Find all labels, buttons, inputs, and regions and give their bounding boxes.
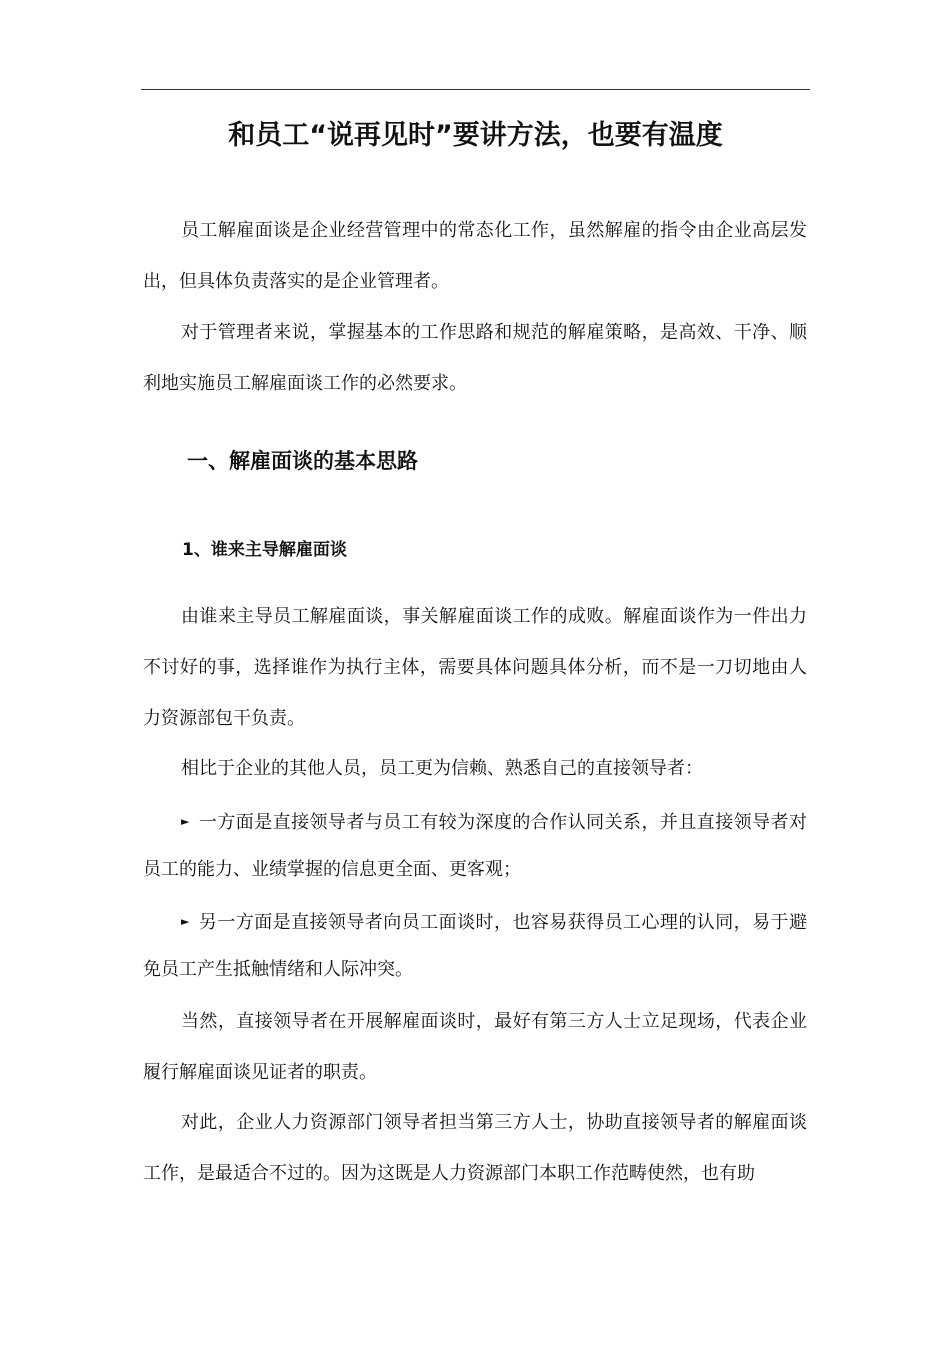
intro-paragraph-2: 对于管理者来说，掌握基本的工作思路和规范的解雇策略，是高效、干净、顺利地实施员工解雇面谈工作的必然要求。	[143, 322, 807, 394]
intro-paragraph-1: 员工解雇面谈是企业经营管理中的常态化工作，虽然解雇的指令由企业高层发出，但具体负责落实的是企业管理者。	[143, 220, 807, 292]
bullet-item-1	[143, 798, 807, 893]
bullet-text: 一方面是直接领导者与员工有较为深度的合作认同关系，并且直接领导者对员工的能力、业绩掌握的信息更全面、更客观；	[143, 812, 807, 880]
bullet-item-2	[143, 898, 807, 993]
bullet-text: 另一方面是直接领导者向员工面谈时，也容易获得员工心理的认同，易于避免员工产生抵触情绪和人际冲突。	[143, 912, 807, 980]
body-paragraph-3: 当然，直接领导者在开展解雇面谈时，最好有第三方人士立足现场，代表企业履行解雇面谈见证者的职责。	[143, 1011, 807, 1083]
document-title: 和员工“说再见时”要讲方法，也要有温度	[228, 120, 723, 151]
section-heading-1: 一、解雇面谈的基本思路	[187, 449, 418, 473]
body-paragraph-1: 由谁来主导员工解雇面谈，事关解雇面谈工作的成败。解雇面谈作为一件出力不讨好的事，选择谁作为执行主体，需要具体问题具体分析，而不是一刀切地由人力资源部包干负责。	[143, 606, 807, 729]
body-paragraph-2: 相比于企业的其他人员，员工更为信赖、熟悉自己的直接领导者：	[181, 758, 703, 779]
triangle-bullet-icon: ►	[181, 815, 190, 828]
header-rule	[141, 89, 810, 90]
subsection-heading-1: 1、谁来主导解雇面谈	[182, 540, 347, 560]
body-paragraph-4: 对此，企业人力资源部门领导者担当第三方人士，协助直接领导者的解雇面谈工作，是最适合不过的。因为这既是人力资源部门本职工作范畴使然，也有助	[143, 1112, 807, 1184]
triangle-bullet-icon: ►	[181, 915, 190, 928]
